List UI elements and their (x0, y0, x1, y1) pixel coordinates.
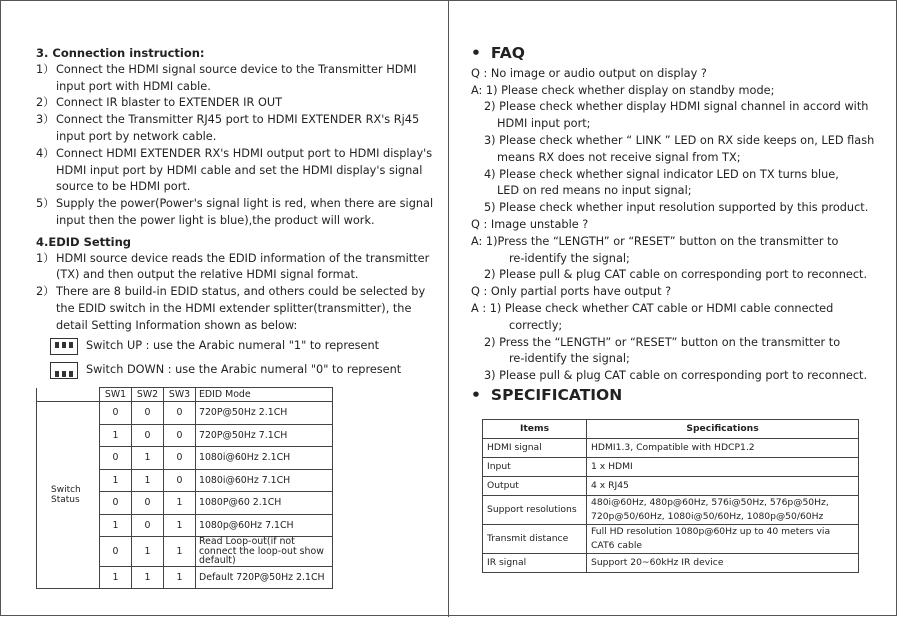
spec-item: Output (483, 477, 587, 496)
dip-switch-down-icon (50, 362, 78, 379)
edid-cell: 1080P@60 2.1CH (196, 492, 333, 515)
edid-cell: 1 (100, 424, 132, 447)
connection-step (36, 95, 436, 112)
edid-cell: Default 720P@50Hz 2.1CH (196, 566, 333, 589)
faq-line: 2) Please check whether display HDMI signal channel in accord with (484, 100, 869, 114)
edid-header-sw1: SW1 (100, 388, 132, 402)
faq-line: 2) Press the “LENGTH” or “RESET” button on the transmitter to (484, 335, 841, 349)
edid-cell: 0 (132, 424, 164, 447)
edid-cell: 1 (164, 492, 196, 515)
spec-item: Transmit distance (483, 525, 587, 554)
step-number: 3） (36, 113, 55, 127)
spec-value: HDMI1.3, Compatible with HDCP1.2 (587, 439, 859, 458)
step-text: Connect HDMI EXTENDER RX's HDMI output port to HDMI display's HDMI input port by HDMI cable and set the HDMI display's signal source to be HDMI port. (56, 146, 433, 194)
right-column (471, 45, 886, 404)
faq-line: re-identify the signal; (509, 352, 630, 366)
switch-status-label: Switch Status (37, 402, 100, 589)
spec-table-body (483, 439, 859, 573)
page-divider (448, 0, 449, 617)
spec-item: Support resolutions (483, 496, 587, 525)
edid-cell: 1 (132, 566, 164, 589)
faq-line: 4) Please check whether signal indicator LED on TX turns blue, (484, 167, 839, 181)
faq-line: HDMI input port; (497, 117, 591, 131)
faq-line: 2) Please pull & plug CAT cable on corresponding port to reconnect. (484, 268, 868, 282)
faq-line: Q : Image unstable ? (471, 217, 589, 231)
edid-row (37, 402, 333, 425)
section-3-title: 3. Connection instruction: (36, 46, 205, 60)
edid-cell: 0 (100, 537, 132, 567)
edid-cell: 0 (132, 402, 164, 425)
step-text: Connect the HDMI signal source device to the Transmitter HDMI input port with HDMI cable. (56, 62, 417, 93)
faq-line: A: 1)Press the “LENGTH” or “RESET” button on the transmitter to (471, 234, 839, 248)
faq-title: FAQ (490, 44, 525, 62)
edid-cell: 1 (132, 537, 164, 567)
spec-value: 4 x RJ45 (587, 477, 859, 496)
edid-cell: 0 (100, 447, 132, 470)
edid-cell: 1 (100, 514, 132, 537)
edid-cell: 1 (100, 469, 132, 492)
spec-value: 480i@60Hz, 480p@60Hz, 576i@50Hz, 576p@50Hz, 720p@50/60Hz, 1080i@50/60Hz, 1080p@50/60Hz (587, 496, 859, 525)
faq-line: A: 1) Please check whether display on standby mode; (471, 83, 775, 97)
edid-header-mode: EDID Mode (196, 388, 333, 402)
spec-table (482, 419, 859, 573)
switch-up-line (50, 335, 436, 359)
faq-line: correctly; (509, 318, 563, 332)
edid-table (36, 387, 333, 589)
spec-item: HDMI signal (483, 439, 587, 458)
edid-cell: 0 (132, 492, 164, 515)
spec-value: 1 x HDMI (587, 458, 859, 477)
edid-cell: 1 (132, 447, 164, 470)
spec-row (483, 477, 859, 496)
edid-cell: 0 (132, 514, 164, 537)
edid-cell: 0 (164, 402, 196, 425)
edid-items (36, 251, 436, 335)
step-text: Connect IR blaster to EXTENDER IR OUT (56, 96, 283, 110)
spec-item: Input (483, 458, 587, 477)
faq-heading: • FAQ (471, 44, 525, 62)
edid-cell: 1 (164, 566, 196, 589)
edid-cell: 1080i@60Hz 2.1CH (196, 447, 333, 470)
connection-steps (36, 62, 436, 230)
step-number: 1） (36, 62, 55, 76)
spec-value: Support 20~60kHz IR device (587, 554, 859, 573)
edid-cell: 1 (100, 566, 132, 589)
faq-line: Q : Only partial ports have output ? (471, 285, 672, 299)
edid-cell: 720P@50Hz 2.1CH (196, 402, 333, 425)
edid-header-sw2: SW2 (132, 388, 164, 402)
edid-cell: 0 (100, 492, 132, 515)
connection-step (36, 196, 436, 230)
connection-step (36, 112, 436, 146)
faq-line: Q : No image or audio output on display ? (471, 66, 707, 80)
faq-line: 3) Please check whether “ LINK ” LED on RX side keeps on, LED flash (484, 133, 875, 147)
dip-switch-up-icon (50, 338, 78, 355)
edid-cell: 1 (132, 469, 164, 492)
edid-cell: 0 (164, 424, 196, 447)
edid-cell: 0 (164, 469, 196, 492)
spec-row (483, 525, 859, 554)
edid-item-text: HDMI source device reads the EDID information of the transmitter (TX) and then output the relative HDMI signal format. (56, 251, 430, 282)
faq-line: 5) Please check whether input resolution supported by this product. (484, 201, 869, 215)
step-text: Supply the power(Power's signal light is red, when there are signal input then the power light is blue),the product will work. (56, 197, 434, 227)
spec-heading: • SPECIFICATION (471, 385, 623, 404)
step-text: Connect the Transmitter RJ45 port to HDMI EXTENDER RX's Rj45 input port by network cable. (56, 113, 420, 143)
edid-item (36, 251, 436, 285)
edid-table-body (37, 402, 333, 589)
edid-cell: 0 (100, 402, 132, 425)
left-column (36, 45, 436, 383)
faq-list (471, 66, 886, 385)
spec-row (483, 496, 859, 525)
spec-row (483, 458, 859, 477)
connection-step (36, 62, 436, 96)
switch-down-line (50, 359, 436, 383)
step-number: 5） (36, 197, 55, 211)
edid-cell: Read Loop-out(if not connect the loop-out show default) (196, 537, 333, 567)
spec-item: IR signal (483, 554, 587, 573)
faq-line: means RX does not receive signal from TX; (497, 150, 741, 164)
edid-item-number: 1） (36, 251, 55, 265)
switch-up-text: Switch UP : use the Arabic numeral "1" to represent (86, 339, 380, 353)
edid-cell: 0 (164, 447, 196, 470)
edid-cell: 1 (164, 514, 196, 537)
faq-line: 3) Please pull & plug CAT cable on corresponding port to reconnect. (484, 369, 868, 383)
edid-cell: 1 (164, 537, 196, 567)
edid-cell: 720P@50Hz 7.1CH (196, 424, 333, 447)
connection-step (36, 146, 436, 196)
edid-cell: 1080p@60Hz 7.1CH (196, 514, 333, 537)
spec-row (483, 439, 859, 458)
edid-item (36, 284, 436, 334)
section-4-title: 4.EDID Setting (36, 234, 132, 249)
spec-header-specifications: Specifications (587, 420, 859, 439)
edid-header-sw3: SW3 (164, 388, 196, 402)
faq-line: LED on red means no input signal; (497, 184, 692, 198)
spec-header-items: Items (483, 420, 587, 439)
edid-cell: 1080i@60Hz 7.1CH (196, 469, 333, 492)
edid-item-text: There are 8 build-in EDID status, and others could be selected by the EDID switch in the HDMI extender splitter(transmitter), the detail Setting Information shown as below: (56, 285, 426, 332)
spec-row (483, 554, 859, 573)
edid-item-number: 2） (36, 285, 55, 299)
step-number: 2） (36, 96, 55, 110)
edid-corner (37, 388, 100, 402)
spec-title: SPECIFICATION (490, 385, 623, 404)
step-number: 4） (36, 146, 55, 160)
faq-line: re-identify the signal; (509, 251, 630, 265)
faq-line: A : 1) Please check whether CAT cable or HDMI cable connected (471, 301, 834, 315)
switch-down-text: Switch DOWN : use the Arabic numeral "0" to represent (86, 363, 402, 377)
spec-value: Full HD resolution 1080p@60Hz up to 40 meters via CAT6 cable (587, 525, 859, 554)
